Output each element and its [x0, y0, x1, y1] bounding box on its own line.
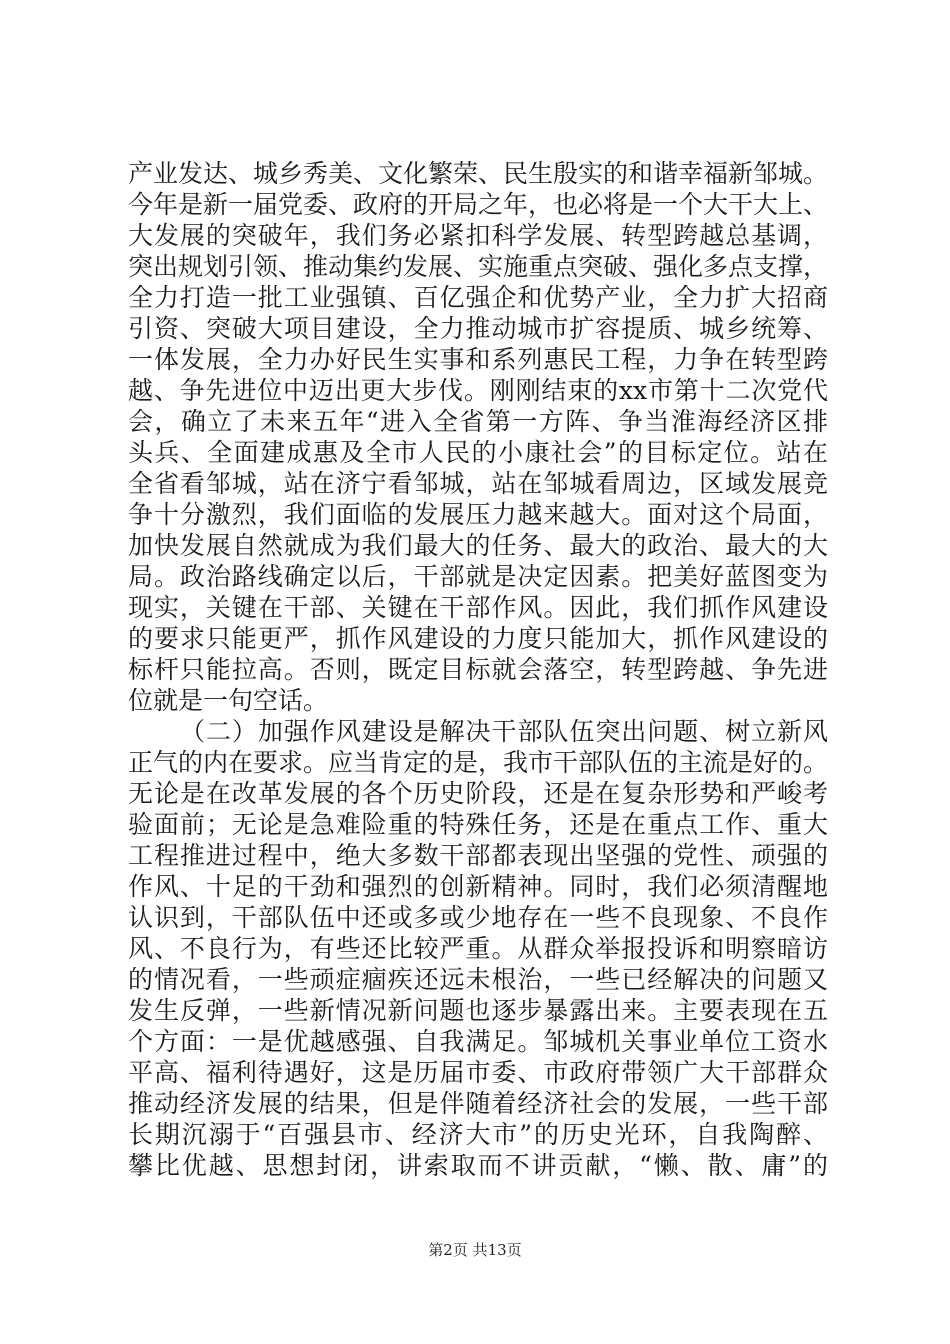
- text-line: 局。政治路线确定以后，干部就是决定因素。把美好蓝图变为: [128, 562, 828, 591]
- text-line: 加快发展自然就成为我们最大的任务、最大的政治、最大的大: [128, 531, 828, 560]
- text-line: 引资、突破大项目建设，全力推动城市扩容提质、城乡统筹、: [128, 314, 828, 343]
- text-line: 今年是新一届党委、政府的开局之年，也必将是一个大干大上、: [128, 190, 828, 219]
- text-line: 长期沉溺于“百强县市、经济大市”的历史光环，自我陶醉、: [128, 1120, 828, 1149]
- body-text: [128, 158, 828, 1181]
- section-heading-line: （二）加强作风建设是解决干部队伍突出问题、树立新风: [180, 717, 828, 746]
- text-line: 全省看邹城，站在济宁看邹城，站在邹城看周边，区域发展竞: [128, 469, 828, 498]
- text-line: 位就是一句空话。: [128, 686, 329, 715]
- text-line: 正气的内在要求。应当肯定的是，我市干部队伍的主流是好的。: [128, 748, 828, 777]
- text-line: 现实，关键在干部、关键在干部作风。因此，我们抓作风建设: [128, 593, 828, 622]
- page-number: 第2页 共13页: [428, 1241, 522, 1259]
- text-line: 个方面：一是优越感强、自我满足。邹城机关事业单位工资水: [128, 1027, 828, 1056]
- text-line: 全力打造一批工业强镇、百亿强企和优势产业，全力扩大招商: [128, 283, 828, 312]
- text-line: 推动经济发展的结果，但是伴随着经济社会的发展，一些干部: [128, 1089, 828, 1118]
- text-line: 攀比优越、思想封闭，讲索取而不讲贡献，“懒、散、庸”的: [128, 1151, 828, 1180]
- text-line: 无论是在改革发展的各个历史阶段，还是在复杂形势和严峻考: [128, 779, 828, 808]
- text-line: 大发展的突破年，我们务必紧扣科学发展、转型跨越总基调，: [128, 221, 828, 250]
- text-line: 会，确立了未来五年“进入全省第一方阵、争当淮海经济区排: [128, 407, 828, 436]
- text-line: 风、不良行为，有些还比较严重。从群众举报投诉和明察暗访: [128, 934, 828, 963]
- text-line: 头兵、全面建成惠及全市人民的小康社会”的目标定位。站在: [128, 438, 828, 467]
- text-line: 工程推进过程中，绝大多数干部都表现出坚强的党性、顽强的: [128, 841, 828, 870]
- text-line: 突出规划引领、推动集约发展、实施重点突破、强化多点支撑，: [128, 252, 828, 281]
- page-footer: [0, 1240, 950, 1260]
- text-line: 越、争先进位中迈出更大步伐。刚刚结束的xx市第十二次党代: [128, 376, 828, 405]
- text-line: 验面前；无论是急难险重的特殊任务，还是在重点工作、重大: [128, 810, 828, 839]
- text-line: 产业发达、城乡秀美、文化繁荣、民生殷实的和谐幸福新邹城。: [128, 159, 828, 188]
- text-line: 标杆只能拉高。否则，既定目标就会落空，转型跨越、争先进: [128, 655, 828, 684]
- text-line: 一体发展，全力办好民生实事和系列惠民工程，力争在转型跨: [128, 345, 828, 374]
- text-line: 的情况看，一些顽症痼疾还远未根治，一些已经解决的问题又: [128, 965, 828, 994]
- text-line: 争十分激烈，我们面临的发展压力越来越大。面对这个局面，: [128, 500, 828, 529]
- text-line: 作风、十足的干劲和强烈的创新精神。同时，我们必须清醒地: [128, 872, 828, 901]
- text-line: 的要求只能更严，抓作风建设的力度只能加大，抓作风建设的: [128, 624, 828, 653]
- text-line: 认识到，干部队伍中还或多或少地存在一些不良现象、不良作: [128, 903, 828, 932]
- text-line: 发生反弹，一些新情况新问题也逐步暴露出来。主要表现在五: [128, 996, 828, 1025]
- text-line: 平高、福利待遇好，这是历届市委、市政府带领广大干部群众: [128, 1058, 828, 1087]
